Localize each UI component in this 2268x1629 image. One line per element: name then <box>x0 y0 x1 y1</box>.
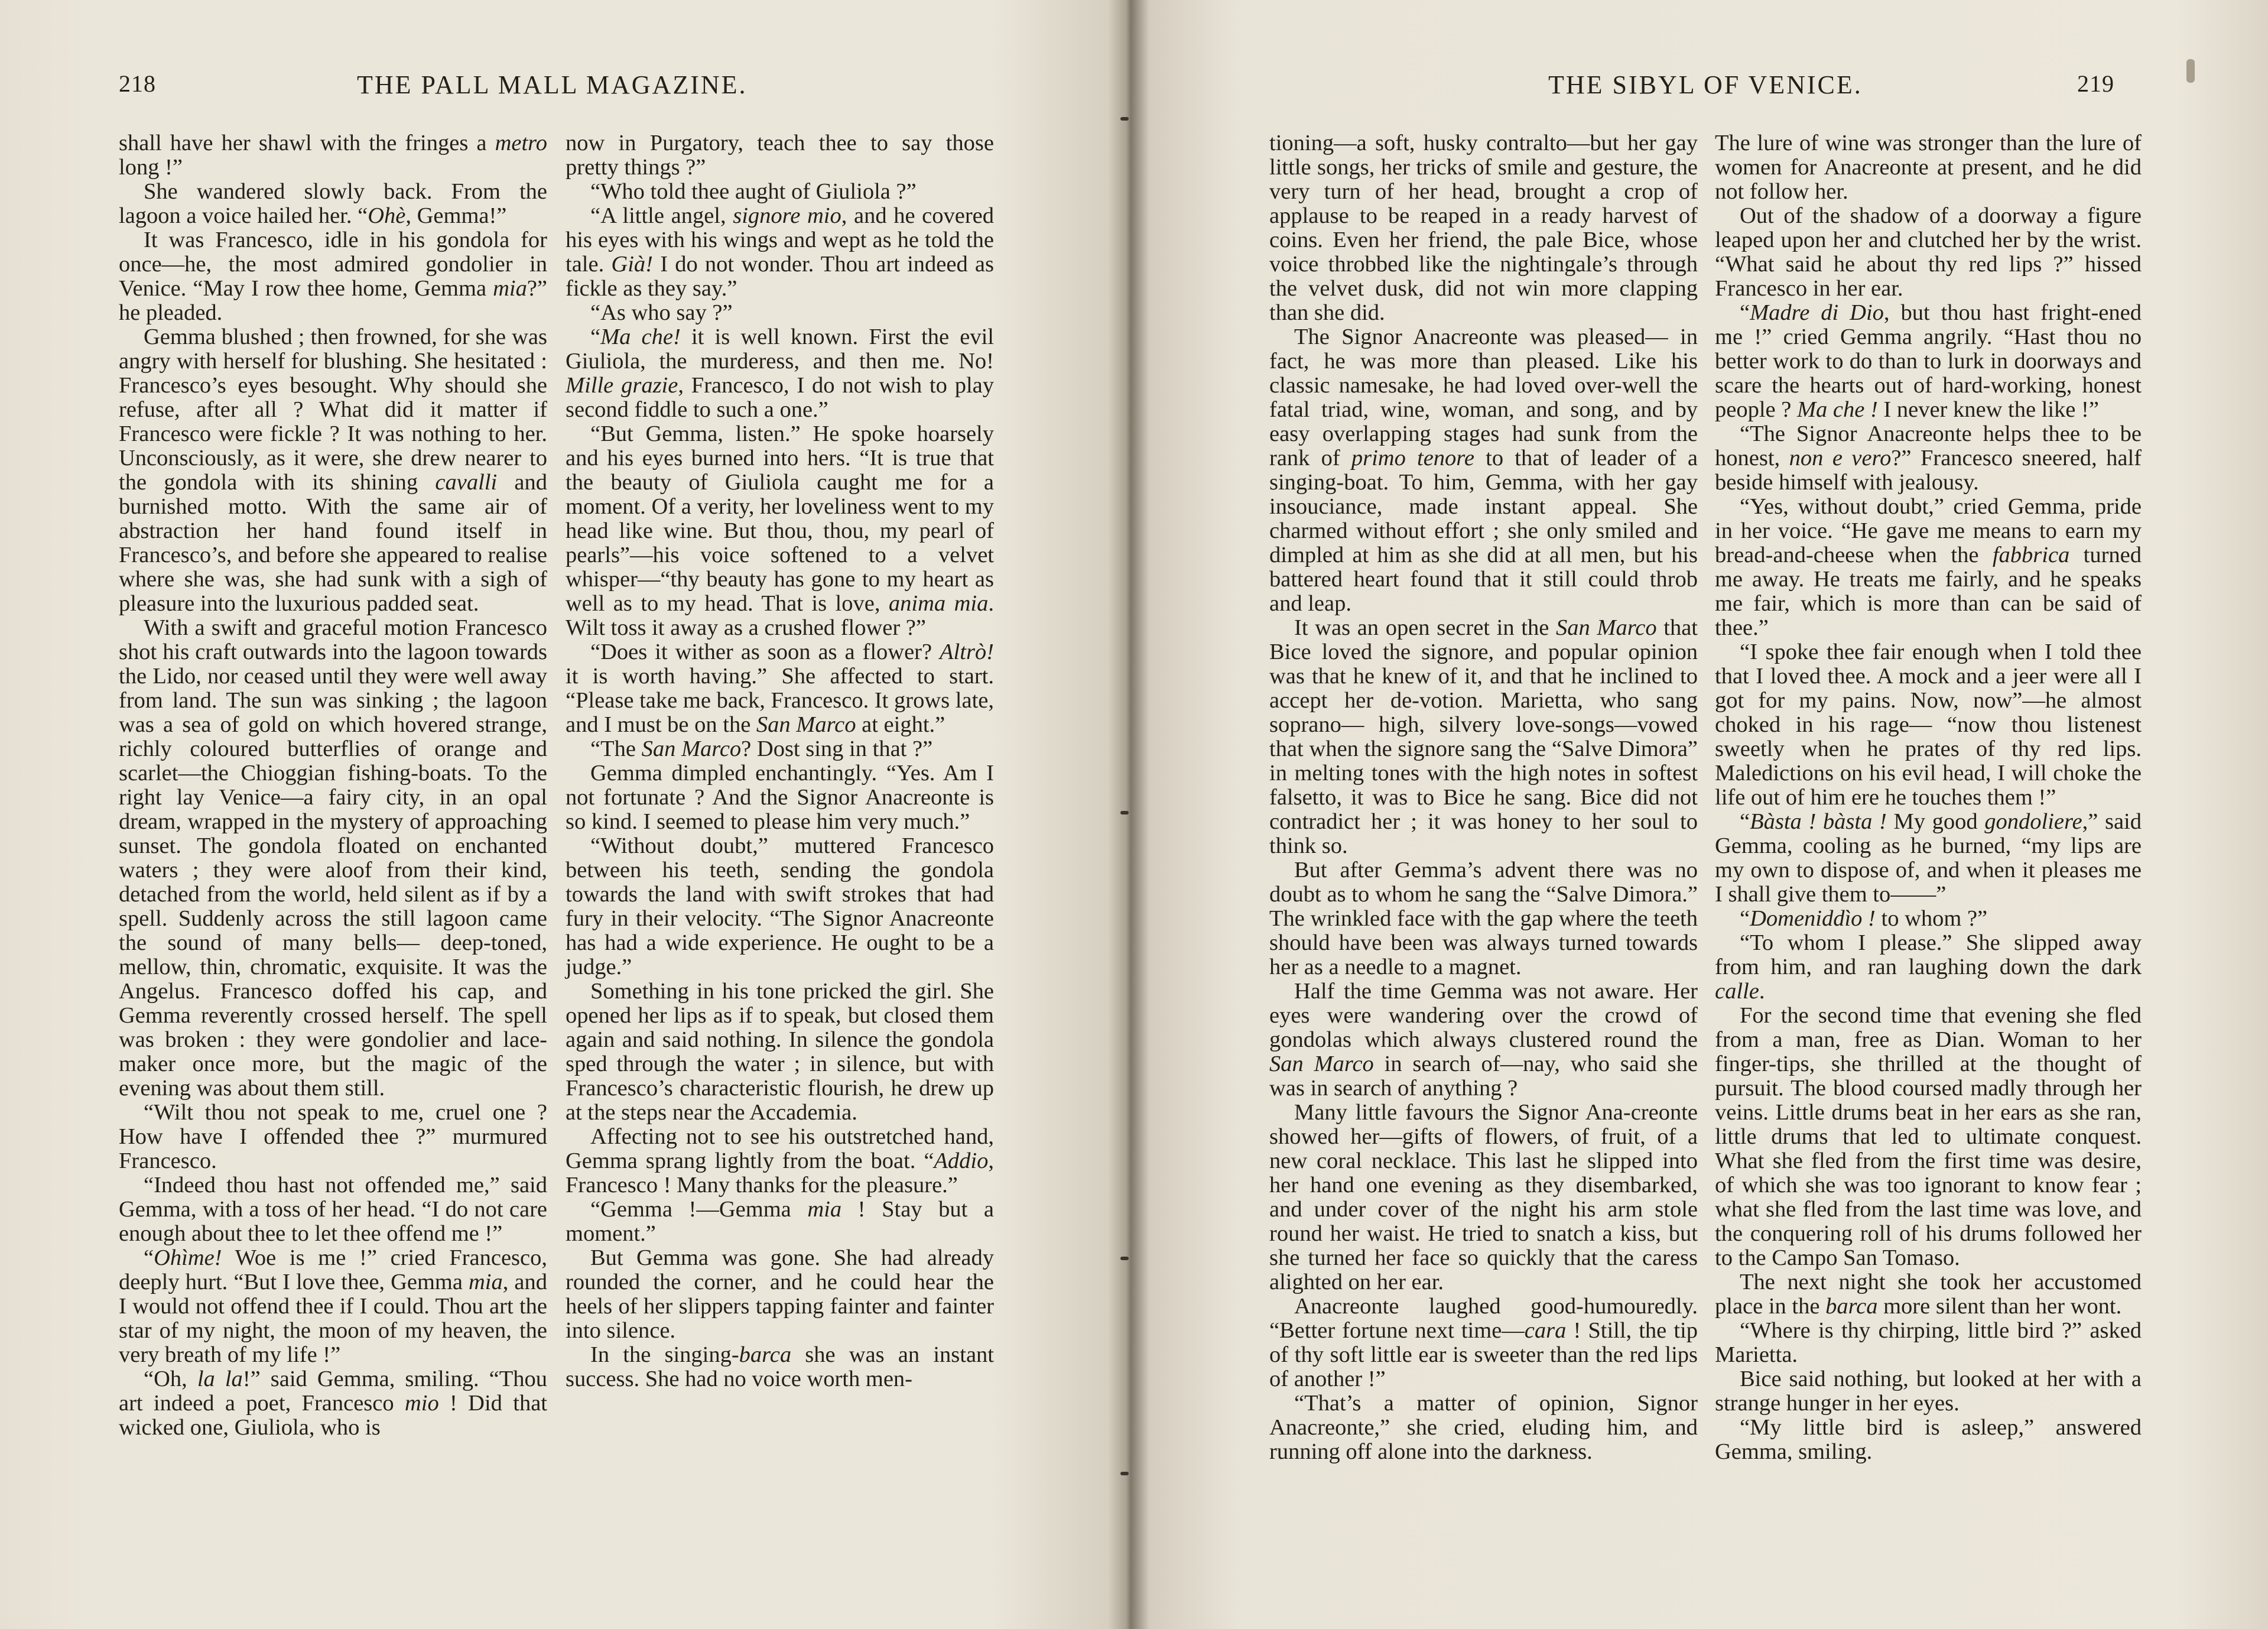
paragraph: In the singing-barca she was an instant success. She had no voice worth men- <box>566 1342 994 1391</box>
running-head-right: THE SIBYL OF VENICE. <box>1548 70 1863 99</box>
paragraph: “Oh, la la!” said Gemma, smiling. “Thou art indeed a poet, Francesco mio ! Did that wicked one, Giuliola, who is <box>119 1367 547 1440</box>
paragraph: “The Signor Anacreonte helps thee to be honest, non e vero?” Francesco sneered, half beside himself with jealousy. <box>1715 421 2142 495</box>
binding-stitch <box>1120 1472 1129 1475</box>
paragraph: Anacreonte laughed good-humouredly. “Better fortune next time—cara ! Still, the tip of thy soft little ear is sweeter than the red lips of another !” <box>1269 1294 1698 1391</box>
page-number-left: 218 <box>119 70 156 97</box>
text-column-4 <box>1715 131 2142 1464</box>
paragraph: It was an open secret in the San Marco that Bice loved the signore, and popular opinion was that he knew of it, and that he inclined to accept her de-votion. Marietta, who sang soprano— high, silvery love-songs—vowed that when the signore sang the “Salve Dimora” in melting tones with the high notes in softest falsetto, it was to Bice he sang. Bice did not contradict her ; it was honey to her soul to think so. <box>1269 615 1698 858</box>
paragraph: Many little favours the Signor Ana-creonte showed her—gifts of flowers, of fruit, of a new coral necklace. This last he slipped into her hand one evening as they disembarked, and under cover of the night his arm stole round her waist. He tried to snatch a kiss, but she turned her face so quickly that the caress alighted on her ear. <box>1269 1100 1698 1294</box>
paragraph: It was Francesco, idle in his gondola for once—he, the most admired gondolier in Venice. “May I row thee home, Gemma mia?” he pleaded. <box>119 228 547 325</box>
paragraph: “Yes, without doubt,” cried Gemma, pride in her voice. “He gave me means to earn my bread-and-cheese when the fabbrica turned me away. He treats me fairly, and he speaks me fair, which is more than can be said of thee.” <box>1715 494 2142 640</box>
paragraph: “Where is thy chirping, little bird ?” asked Marietta. <box>1715 1318 2142 1367</box>
paragraph: Gemma blushed ; then frowned, for she was angry with herself for blushing. She hesitated : Francesco’s eyes besought. Why should she refuse, after all ? What did it matter if Francesco were fickle ? It was nothing to her. Unconsciously, as it were, she drew nearer to the gondola with its shining cavalli and burnished motto. With the same air of abstraction her hand found itself in Francesco’s, and before she appeared to realise where she was, she had sunk with a sigh of pleasure into the luxurious padded seat. <box>119 324 547 616</box>
paragraph: shall have her shawl with the fringes a metro long !” <box>119 131 547 180</box>
paragraph: “To whom I please.” She slipped away from him, and ran laughing down the dark calle. <box>1715 930 2142 1004</box>
paragraph: “Gemma !—Gemma mia ! Stay but a moment.” <box>566 1197 994 1246</box>
paragraph: Something in his tone pricked the girl. She opened her lips as if to speak, but closed them again and said nothing. In silence the gondola sped through the water ; in silence, but with Francesco’s characteristic flourish, he drew up at the steps near the Accademia. <box>566 979 994 1125</box>
paragraph: “Madre di Dio, but thou hast fright-ened me !” cried Gemma angrily. “Hast thou no better work to do than to lurk in doorways and scare the hearts out of hard-working, honest people ? Ma che ! I never knew the like !” <box>1715 300 2142 422</box>
text-column-2 <box>566 131 994 1391</box>
text-column-3 <box>1269 131 1698 1464</box>
paragraph: “Ohìme! Woe is me !” cried Francesco, deeply hurt. “But I love thee, Gemma mia, and I would not offend thee if I could. Thou art the star of my night, the moon of my heaven, the very breath of my life !” <box>119 1245 547 1367</box>
book-gutter <box>1108 0 1149 1629</box>
paragraph: Affecting not to see his outstretched hand, Gemma sprang lightly from the boat. “Addio, Francesco ! Many thanks for the pleasure.” <box>566 1124 994 1198</box>
paragraph: But Gemma was gone. She had already rounded the corner, and he could hear the heels of her slippers tapping fainter and fainter into silence. <box>566 1245 994 1343</box>
binding-stitch <box>1120 1257 1129 1260</box>
left-page <box>0 0 1126 1629</box>
paragraph: “I spoke thee fair enough when I told thee that I loved thee. A mock and a jeer were all I got for my pains. Now, now”—he almost choked in his rage— “now thou listenest sweetly when he prates of thy red lips. Maledictions on his evil head, I will choke the life out of him ere he touches them !” <box>1715 640 2142 810</box>
paragraph: The Signor Anacreonte was pleased— in fact, he was more than pleased. Like his classic namesake, he had loved over-well the fatal triad, wine, woman, and song, and by easy overlapping stages had sunk from the rank of primo tenore to that of leader of a singing-boat. To him, Gemma, with her gay insouciance, made instant appeal. She charmed without effort ; she only smiled and dimpled at him as she did at all men, but his battered heart found that it still could throb and leap. <box>1269 324 1698 616</box>
right-page <box>1126 0 2268 1629</box>
paragraph: now in Purgatory, teach thee to say those pretty things ?” <box>566 131 994 180</box>
paragraph: “Does it wither as soon as a flower? Altrò! it is worth having.” She affected to start. “Please take me back, Francesco. It grows late, and I must be on the San Marco at eight.” <box>566 640 994 737</box>
paragraph: The next night she took her accustomed place in the barca more silent than her wont. <box>1715 1270 2142 1319</box>
running-head-left: THE PALL MALL MAGAZINE. <box>357 70 748 99</box>
paragraph: “As who say ?” <box>590 300 733 325</box>
paragraph: The lure of wine was stronger than the lure of women for Anacreonte at present, and he did not follow her. <box>1715 131 2142 204</box>
paragraph: “That’s a matter of opinion, Signor Anacreonte,” she cried, eluding him, and running off alone into the darkness. <box>1269 1391 1698 1464</box>
paragraph: Bice said nothing, but looked at her with a strange hunger in her eyes. <box>1715 1367 2142 1416</box>
paragraph: For the second time that evening she fled from a man, free as Dian. Woman to her finger-tips, she thrilled at the thought of pursuit. The blood coursed madly through her veins. Little drums beat in her ears as she ran, little drums that led to ultimate conquest. What she fled from the first time was desire, of which she was too ignorant to know fear ; what she fled from the last time was love, and the conquering roll of his drums followed her to the Campo San Tomaso. <box>1715 1003 2142 1270</box>
paragraph: But after Gemma’s advent there was no doubt as to whom he sang the “Salve Dimora.” The wrinkled face with the gap where the teeth should have been was always turned towards her as a needle to a magnet. <box>1269 858 1698 979</box>
paragraph: “But Gemma, listen.” He spoke hoarsely and his eyes burned into hers. “It is true that the beauty of Giuliola caught me for a moment. Of a verity, her loveliness went to my head like wine. But thou, thou, my pearl of pearls”—his voice softened to a velvet whisper—“thy beauty has gone to my heart as well as to my head. That is love, anima mia. Wilt toss it away as a crushed flower ?” <box>566 421 995 640</box>
paragraph: “Ma che! it is well known. First the evil Giuliola, the murderess, and then me. No! Mille grazie, Francesco, I do not wish to play second fiddle to such a one.” <box>566 324 994 422</box>
paragraph: “The San Marco? Dost sing in that ?” <box>590 736 933 761</box>
binding-stitch <box>1120 117 1129 121</box>
page-edge-mark <box>2186 59 2195 83</box>
paragraph: With a swift and graceful motion Francesco shot his craft outwards into the lagoon towards the Lido, nor ceased until they were well away from land. The sun was sinking ; the lagoon was a sea of gold on which hovered strange, richly coloured butterflies of orange and scarlet—the Chioggian fishing-boats. To the right lay Venice—a fairy city, in an opal dream, wrapped in the mystery of approaching sunset. The gondola floated on enchanted waters ; they were aloof from their kind, detached from the world, held silent as if by a spell. Suddenly across the still lagoon came the sound of many bells— deep-toned, mellow, thin, chromatic, exquisite. It was the Angelus. Francesco doffed his cap, and Gemma reverently crossed herself. The spell was broken : they were gondolier and lace-maker once more, but the magic of the evening was about them still. <box>119 615 547 1101</box>
paragraph: “Indeed thou hast not offended me,” said Gemma, with a toss of her head. “I do not care enough about thee to let thee offend me !” <box>119 1173 547 1246</box>
paragraph: “Bàsta ! bàsta ! My good gondoliere,” said Gemma, cooling as he burned, “my lips are my own to dispose of, and when it pleases me I shall give them to——” <box>1715 809 2142 907</box>
page-number-right: 219 <box>2077 70 2114 97</box>
paragraph: Gemma dimpled enchantingly. “Yes. Am I not fortunate ? And the Signor Anacreonte is so kind. I seemed to please him very much.” <box>566 761 994 834</box>
paragraph: “A little angel, signore mio, and he covered his eyes with his wings and wept as he told the tale. Già! I do not wonder. Thou art indeed as fickle as they say.” <box>566 203 995 301</box>
paragraph: Half the time Gemma was not aware. Her eyes were wandering over the crowd of gondolas which always clustered round the San Marco in search of—nay, who said she was in search of anything ? <box>1269 979 1698 1101</box>
paragraph: tioning—a soft, husky contralto—but her gay little songs, her tricks of smile and gesture, the very turn of her head, brought a crop of applause to be reaped in a ready harvest of coins. Even her friend, the pale Bice, whose voice throbbed like the nightingale’s through the velvet dusk, did not win more clapping than she did. <box>1269 131 1698 325</box>
binding-stitch <box>1120 811 1129 814</box>
paragraph: “My little bird is asleep,” answered Gemma, smiling. <box>1715 1415 2142 1464</box>
text-column-1 <box>119 131 547 1440</box>
paragraph: She wandered slowly back. From the lagoon a voice hailed her. “Ohè, Gemma!” <box>119 179 547 228</box>
paragraph: Out of the shadow of a doorway a figure leaped upon her and clutched her by the wrist. “What said he about thy red lips ?” hissed Francesco in her ear. <box>1715 203 2142 301</box>
paragraph: “Wilt thou not speak to me, cruel one ? How have I offended thee ?” murmured Francesco. <box>119 1100 547 1173</box>
paragraph: “Domeniddìo ! to whom ?” <box>1740 906 1988 931</box>
paragraph: “Without doubt,” muttered Francesco between his teeth, sending the gondola towards the land with swift strokes that had fury in their velocity. “The Signor Anacreonte has had a wide experience. He ought to be a judge.” <box>566 833 994 979</box>
paragraph: “Who told thee aught of Giuliola ?” <box>590 179 917 204</box>
